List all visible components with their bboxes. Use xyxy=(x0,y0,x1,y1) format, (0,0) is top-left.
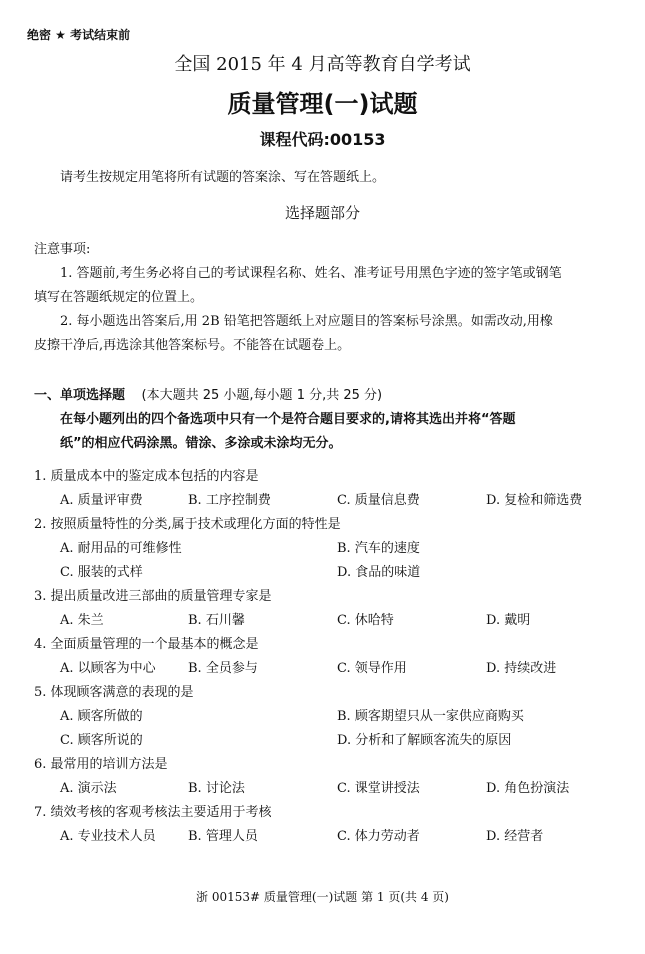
question-section-score: (本大题共 25 小题,每小题 1 分,共 25 分) xyxy=(141,388,383,403)
question-stem: 5. 体现顾客满意的表现的是 xyxy=(34,685,194,700)
note-line: 1. 答题前,考生务必将自己的考试课程名称、姓名、准考证号用黑色字迹的签字笔或钢笔 xyxy=(60,266,562,281)
question-stem: 2. 按照质量特性的分类,属于技术或理化方面的特性是 xyxy=(34,517,341,532)
option-d: D. 分析和了解顾客流失的原因 xyxy=(337,733,512,748)
note-line: 2. 每小题选出答案后,用 2B 铅笔把答题纸上对应题目的答案标号涂黑。如需改动,用橡 xyxy=(60,314,553,329)
notes-title: 注意事项: xyxy=(34,242,91,257)
section-title: 选择题部分 xyxy=(284,204,360,222)
question-section-desc: 纸”的相应代码涂黑。错涂、多涂或未涂均无分。 xyxy=(60,436,342,451)
note-line: 皮擦干净后,再选涂其他答案标号。不能答在试题卷上。 xyxy=(34,338,351,353)
option-d: D. 复检和筛选费 xyxy=(486,493,583,508)
question-stem: 6. 最常用的培训方法是 xyxy=(34,757,168,772)
option-a: A. 朱兰 xyxy=(60,613,104,628)
option-d: D. 经营者 xyxy=(486,829,544,844)
question-stem: 4. 全面质量管理的一个最基本的概念是 xyxy=(34,637,259,652)
secret-mark: 绝密 ★ 考试结束前 xyxy=(27,28,131,42)
option-c: C. 体力劳动者 xyxy=(337,829,420,844)
option-c: C. 服装的式样 xyxy=(60,565,143,580)
note-line: 填写在答题纸规定的位置上。 xyxy=(34,290,204,305)
option-d: D. 戴明 xyxy=(486,613,531,628)
exam-name: 全国 2015 年 4 月高等教育自学考试 xyxy=(174,54,471,75)
question-stem: 1. 质量成本中的鉴定成本包括的内容是 xyxy=(34,469,259,484)
option-b: B. 全员参与 xyxy=(188,661,258,676)
option-a: A. 专业技术人员 xyxy=(60,829,156,844)
option-c: C. 课堂讲授法 xyxy=(337,781,420,796)
question-stem: 3. 提出质量改进三部曲的质量管理专家是 xyxy=(34,589,272,604)
option-a: A. 演示法 xyxy=(60,781,117,796)
question-stem: 7. 绩效考核的客观考核法主要适用于考核 xyxy=(34,805,272,820)
question-section-header xyxy=(34,384,382,403)
option-d: D. 角色扮演法 xyxy=(486,781,570,796)
option-c: C. 质量信息费 xyxy=(337,493,420,508)
page-footer: 浙 00153# 质量管理(一)试题 第 1 页(共 4 页) xyxy=(196,890,449,904)
option-b: B. 汽车的速度 xyxy=(337,541,420,556)
option-a: A. 以顾客为中心 xyxy=(60,661,156,676)
course-code: 课程代码:00153 xyxy=(259,130,386,149)
option-a: A. 耐用品的可维修性 xyxy=(60,541,182,556)
option-b: B. 讨论法 xyxy=(188,781,245,796)
option-b: B. 管理人员 xyxy=(188,829,258,844)
option-c: C. 顾客所说的 xyxy=(60,733,143,748)
option-b: B. 顾客期望只从一家供应商购买 xyxy=(337,709,524,724)
option-d: D. 持续改进 xyxy=(486,661,557,676)
option-a: A. 质量评审费 xyxy=(60,493,143,508)
option-b: B. 工序控制费 xyxy=(188,493,271,508)
question-section-desc: 在每小题列出的四个备选项中只有一个是符合题目要求的,请将其选出并将“答题 xyxy=(60,412,516,427)
question-section-label: 一、单项选择题 xyxy=(34,388,126,403)
option-c: C. 休哈特 xyxy=(337,613,394,628)
option-a: A. 顾客所做的 xyxy=(60,709,143,724)
option-b: B. 石川馨 xyxy=(188,613,245,628)
option-c: C. 领导作用 xyxy=(337,661,407,676)
subject-title: 质量管理(一)试题 xyxy=(227,90,418,118)
instruction-text: 请考生按规定用笔将所有试题的答案涂、写在答题纸上。 xyxy=(60,170,386,185)
option-d: D. 食品的味道 xyxy=(337,565,421,580)
